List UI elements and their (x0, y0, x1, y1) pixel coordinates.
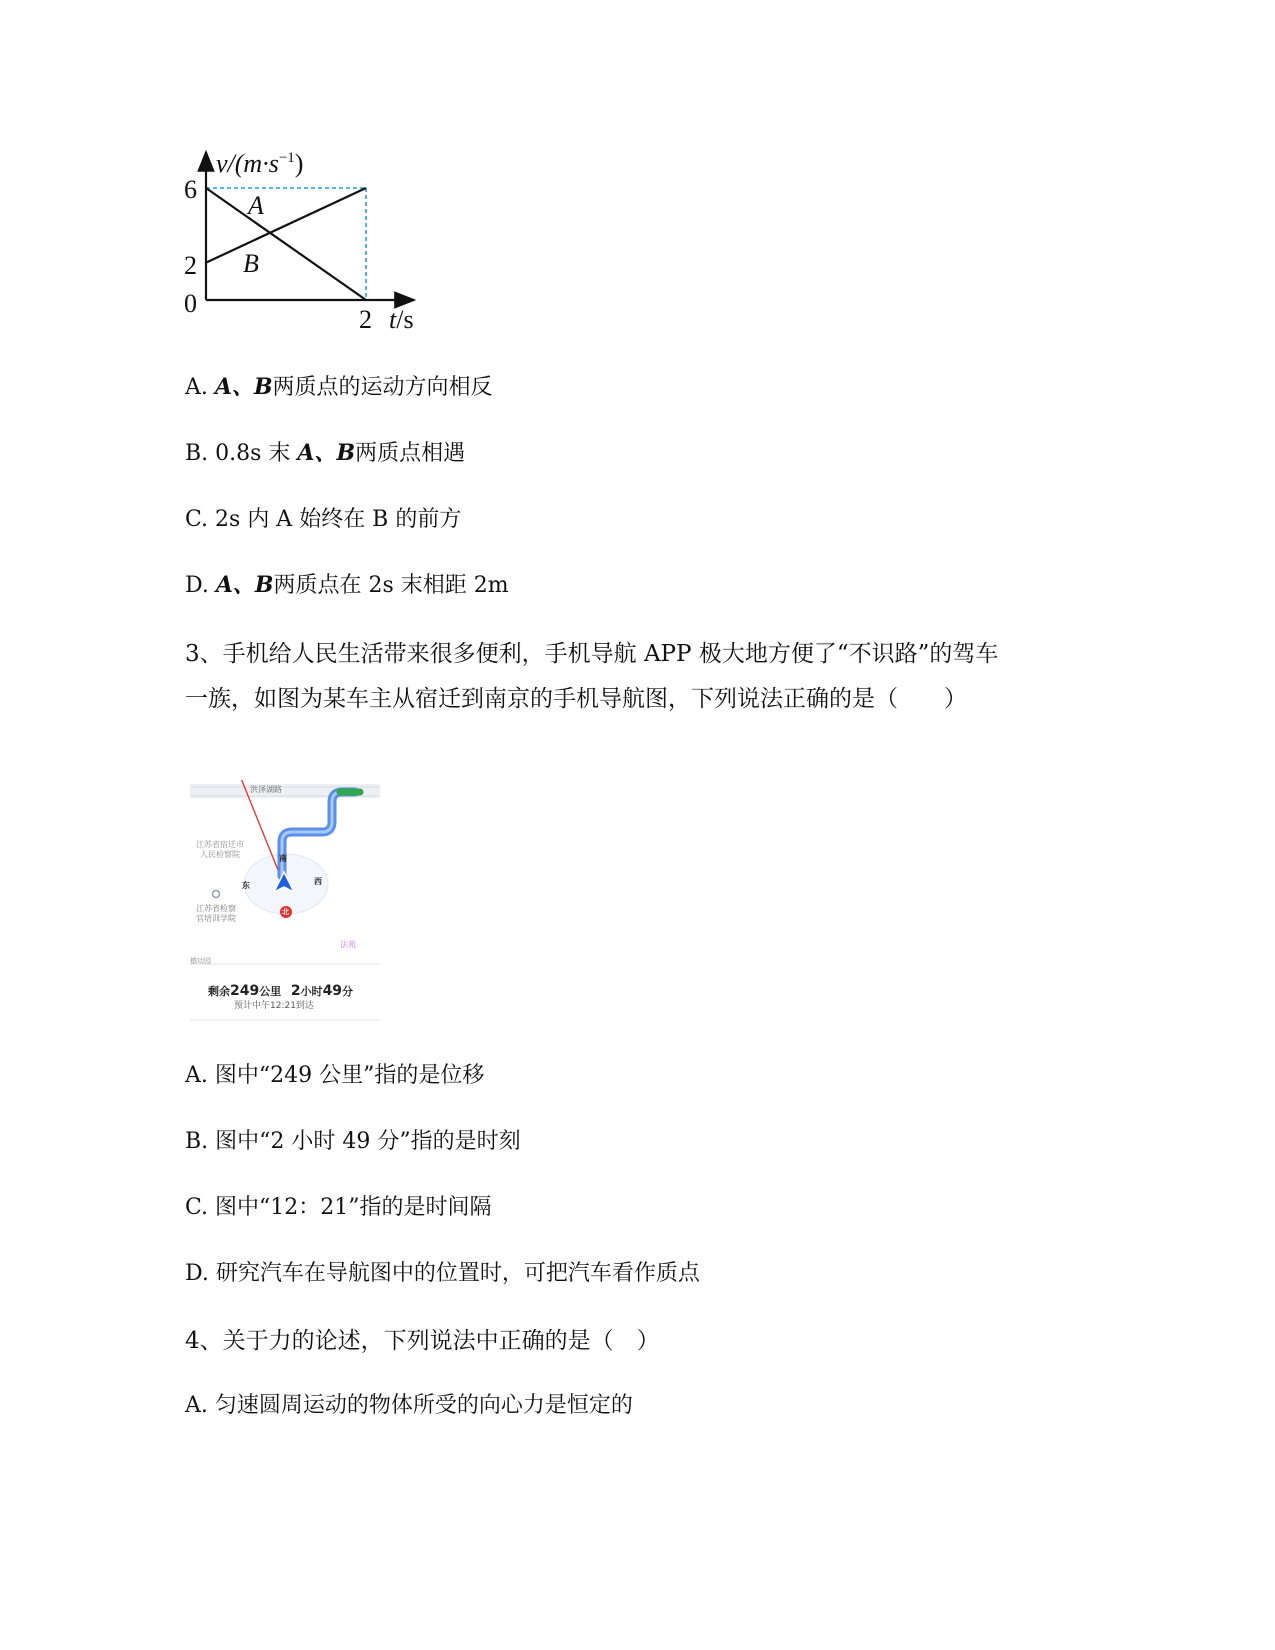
y-axis-label: $v/(m\cdot s^{-1})$ (216, 149, 304, 178)
eta-text: 预计中午12:21到达 (234, 1001, 314, 1011)
q3-stem-line1: 3、手机给人民生活带来很多便利，手机导航 APP 极大地方便了“不识路”的驾车 (185, 641, 999, 667)
compass-south: 南 (279, 854, 287, 863)
road-name: 洪泽湖路 (250, 785, 282, 794)
series-line-a (206, 188, 366, 300)
q4-stem: 4、关于力的论述，下列说法中正确的是（ ） (185, 1328, 660, 1354)
area-name: 德功园 (190, 957, 211, 965)
q2-option-d: D. A、B两质点在 2s 末相距 2m (185, 572, 509, 598)
compass-east: 东 (242, 881, 250, 890)
x-axis-label: t/s (389, 305, 414, 334)
poi-procuratorate: 江苏省宿迁市 人民检察院 (196, 840, 244, 859)
compass-north: 北 (282, 908, 289, 916)
q3-stem-line2: 一族，如图为某车主从宿迁到南京的手机导航图，下列说法正确的是（ ） (185, 686, 967, 712)
velocity-time-chart (178, 140, 438, 350)
q3-option-c: C. 图中“12：21”指的是时间隔 (185, 1195, 492, 1220)
q3-option-b: B. 图中“2 小时 49 分”指的是时刻 (185, 1129, 521, 1154)
line-label-a: A (248, 191, 264, 220)
q4-option-a: A. 匀速圆周运动的物体所受的向心力是恒定的 (185, 1393, 633, 1418)
chart-lines (206, 188, 366, 300)
y-tick-6: 6 (184, 175, 197, 204)
series-line-b (206, 188, 366, 263)
y-tick-2: 2 (184, 251, 197, 280)
q2-option-c: C. 2s 内 A 始终在 B 的前方 (185, 507, 462, 532)
origin-label: 0 (184, 289, 197, 318)
navigation-screenshot (190, 780, 380, 1066)
poi-training-college: 江苏省检察 官培训学院 (196, 904, 236, 923)
q3-option-a: A. 图中“249 公里”指的是位移 (185, 1063, 485, 1088)
poi-fayuan: 法苑 (340, 940, 356, 949)
q2-option-b: B. 0.8s 末 A、B两质点相遇 (185, 440, 466, 466)
remaining-summary: 剩余249公里 2小时49分 (208, 983, 354, 999)
compass-west: 西 (314, 877, 322, 886)
q3-option-d: D. 研究汽车在导航图中的位置时，可把汽车看作质点 (185, 1261, 700, 1286)
x-tick-2: 2 (359, 305, 372, 334)
q2-option-a: A. A、B两质点的运动方向相反 (185, 374, 493, 400)
line-label-b: B (243, 249, 259, 278)
